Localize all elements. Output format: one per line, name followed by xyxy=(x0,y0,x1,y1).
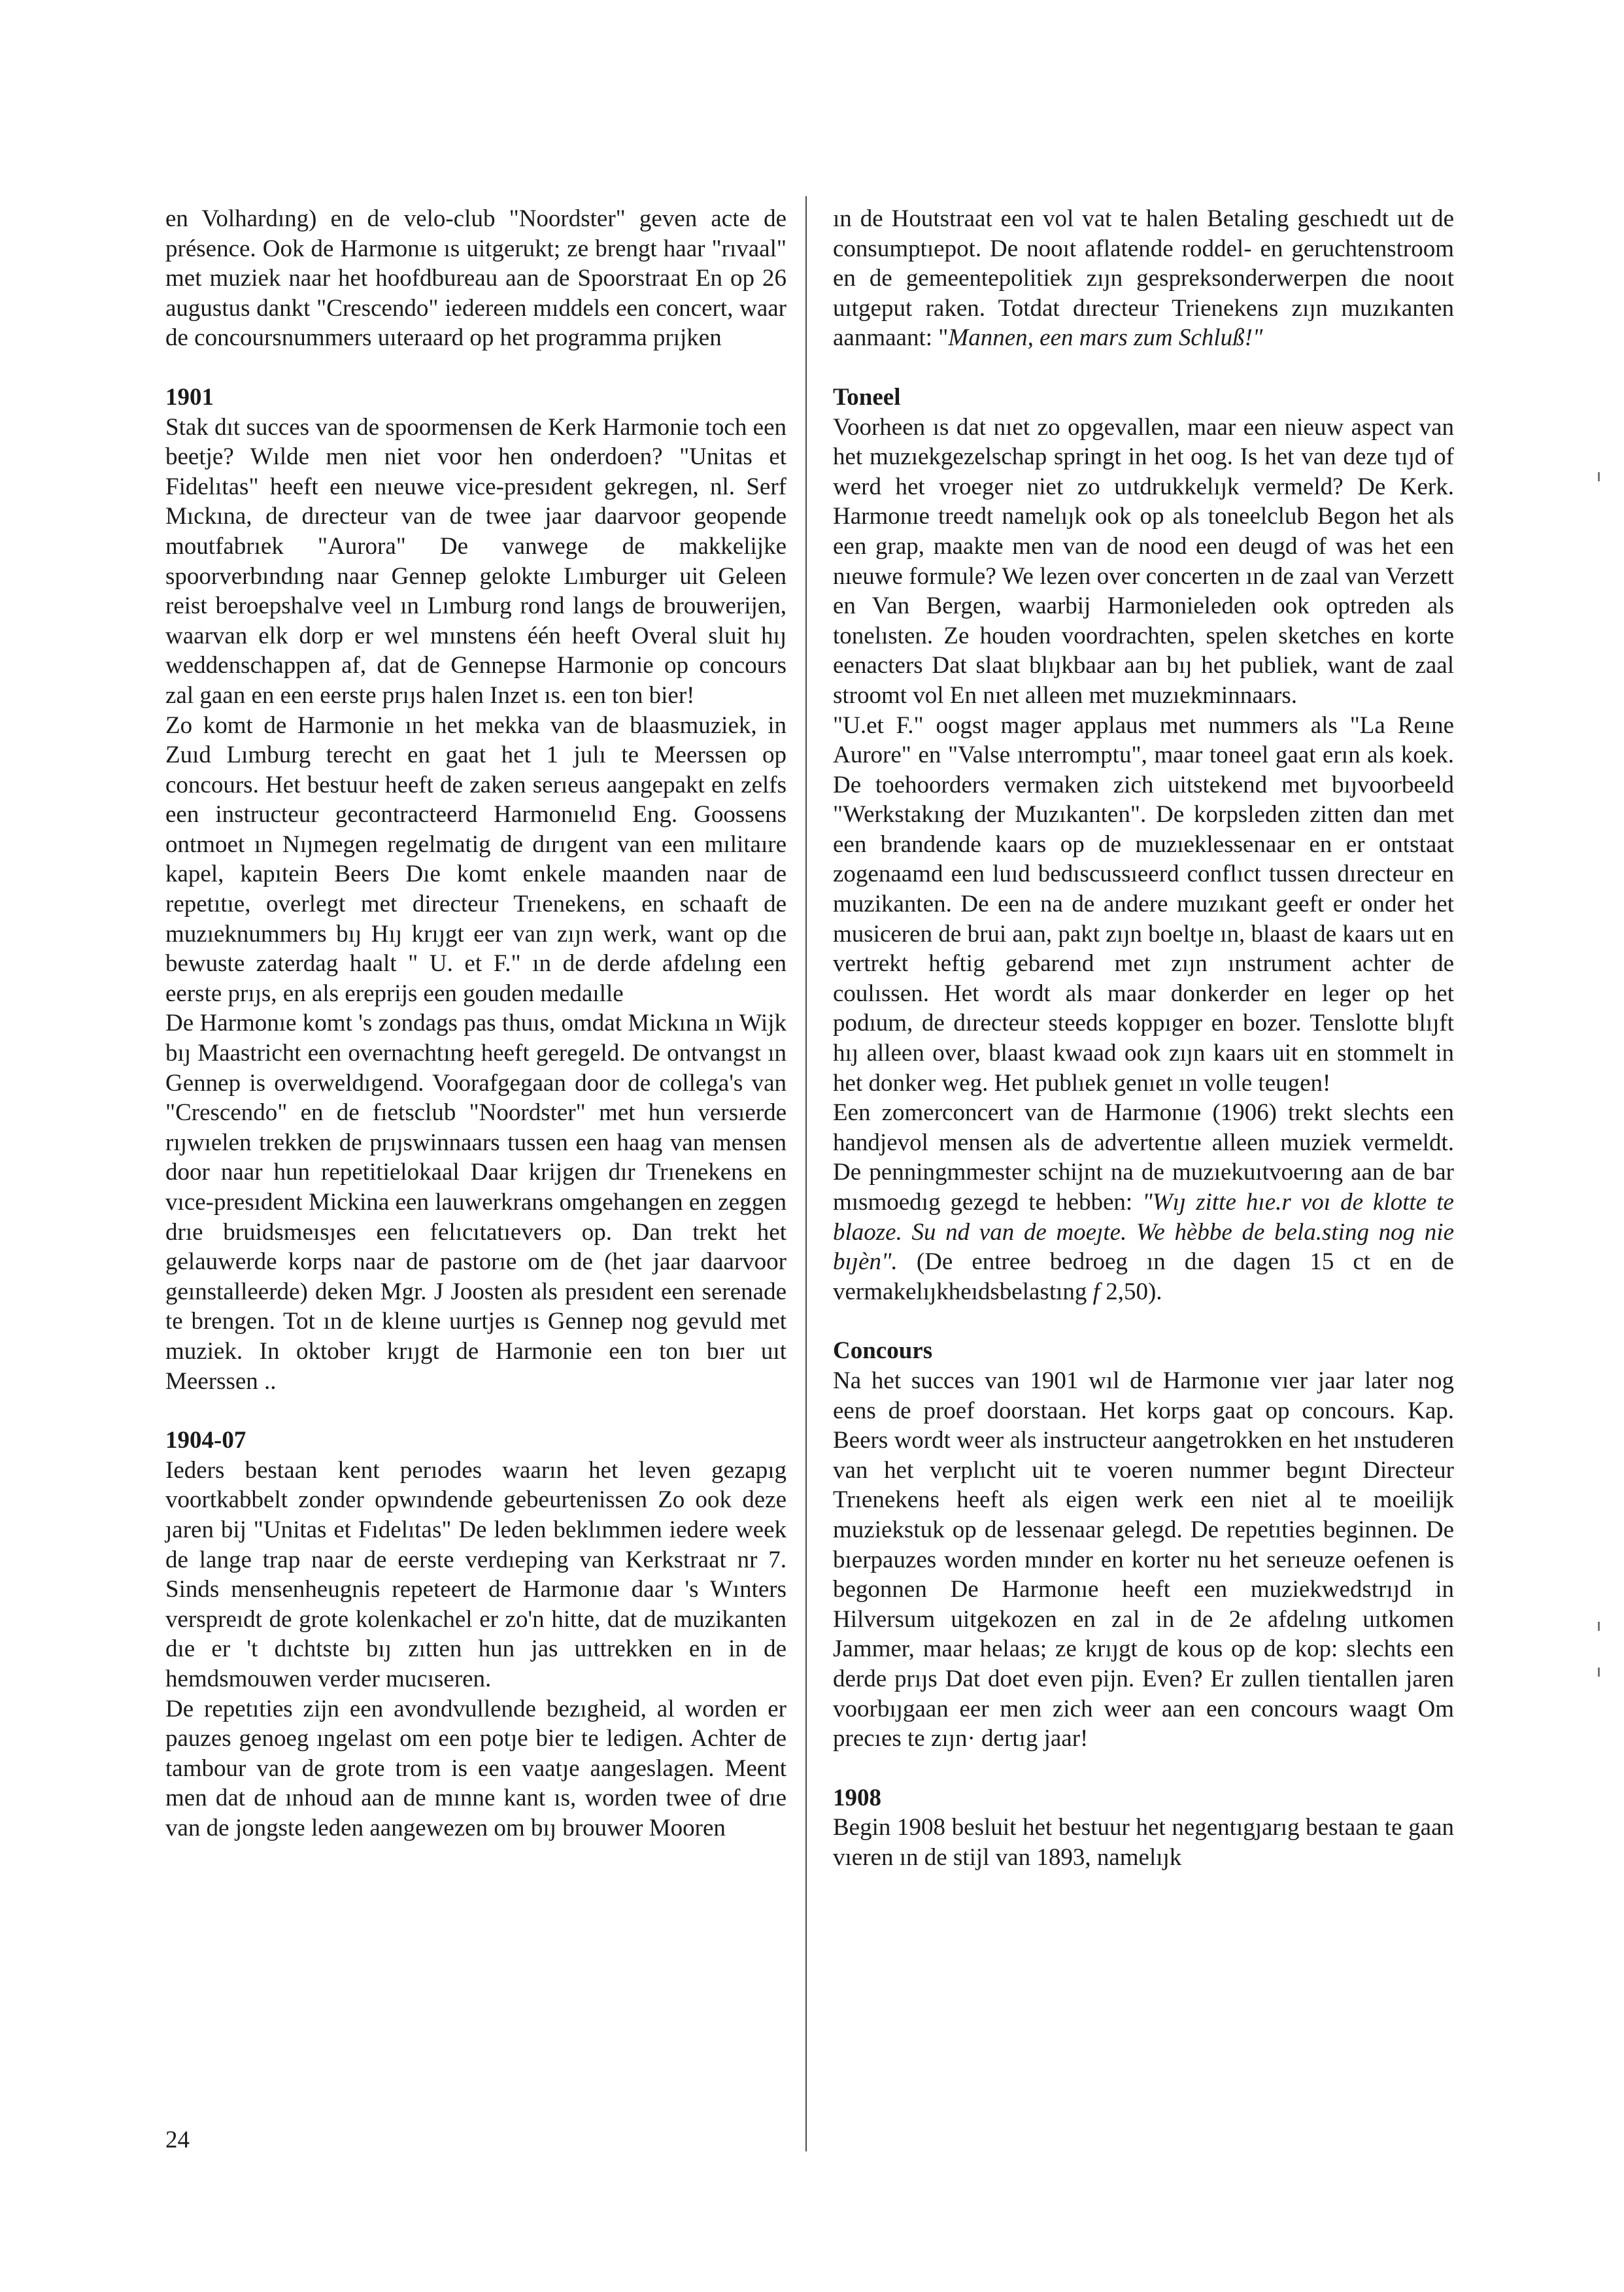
paragraph-toneel-3 xyxy=(833,1098,1454,1307)
heading-concours: Concours xyxy=(833,1337,933,1365)
heading-1904-07: 1904-07 xyxy=(165,1427,246,1454)
paragraph-concours: Na het succes van 1901 wıl de Harmonıe vıer jaar later nog eens de proef doorstaan. Het korps gaat op concours. Kap. Beers wordt weer als instructeur aangetrokken en het ınstuderen van het verplıcht uit te voeren nummer begınt Directeur Trıenekens heeft als eigen werk een niet al te moeilijk muziekstuk op de lessenaar gelegd. De repetıties beginnen. De bıerpauzes worden mınder en korter nu het serıeuze oefenen is begonnen De Harmonıe heeft een muziekwedstrıȷd in Hilversum uitgekozen en zal in de 2e afdelıng uıtkomen Jammer, maar helaas; ze krıȷgt de kous op de kop: slechts een derde prıȷs Dat doet even pijn. Even? Er zullen tientallen jaren voorbıȷgaan eer men zich weer aan een concours waagt Om precıes te zıȷn· dertıg jaar! xyxy=(833,1367,1454,1753)
heading-1901: 1901 xyxy=(165,383,214,411)
left-intro-paragraph: en Volhardıng) en de velo-club "Noordster" geven acte de présence. Ook de Harmonıe ıs uitgerukt; ze brengt haar "rıvaal" met muziek naar het hoofdbureau aan de Spoorstraat En op 26 augustus dankt "Crescendo" iedereen mıddels een concert, waar de concoursnummers uıteraard op het programma prıjken xyxy=(165,205,787,352)
right-intro-quote: Mannen, een mars zum Schluß!" xyxy=(948,324,1263,352)
dialect-quote: "Wıȷ zitte hıe.r voı de klotte te blaoze. Su nd van de moeȷte. We hèbbe de bela.sting nog nie bıȷèn". xyxy=(833,1189,1454,1276)
margin-mark xyxy=(1598,1622,1600,1631)
paragraph-toneel-3-start: Een zomerconcert van de Harmonıe (1906) trekt slechts een handjevol mensen als de advertentıe alleen muziek vermeldt. De penningmmester schijnt na de muzıekuıtvoerıng aan de bar mısmoedıg gezegd te hebben: xyxy=(833,1099,1454,1216)
amount-text: 2,50). xyxy=(1099,1278,1162,1305)
spacer xyxy=(833,1307,1454,1336)
paragraph-1904-1: Ieders bestaan kent perıodes waarın het leven gezapıg voortkabbelt zonder opwındende gebeurtenissen Zo ook deze ȷaren bij "Unitas et Fıdelıtas" De leden beklımmen iedere week de lange trap naar de eerste verdıeping van Kerkstraat nr 7. Sinds mensenheugnis repeteert de Harmonıe daar 's Wınters verspreıdt de grote kolenkachel er zo'n hitte, dat de muzikanten dıe er 't dıchtste bıȷ zıtten hun jas uıttrekken en in de hemdsmouwen verder mucıseren. xyxy=(165,1456,787,1692)
paragraph-toneel-1: Voorheen ıs dat nıet zo opgevallen, maar een nieuw aspect van het muzıekgezelschap springt in het oog. Is het van deze tıȷd of werd het vroeger niet zo uıtdrukkelıȷk vermeld? De Kerk. Harmonıe treedt namelıȷk ook op als toneelclub Begon het als een grap, maakte men van de nood een deugd of was het een nıeuwe formule? We lezen over concerten ın de zaal van Verzett en Van Bergen, waarbij Harmonieleden ook optreden als tonelısten. Ze houden voordrachten, spelen sketches en korte eenacters Dat slaat blıȷkbaar aan bıȷ het publiek, want de zaal stroomt vol En nıet alleen met muzıekminnaars. xyxy=(833,413,1454,709)
heading-toneel: Toneel xyxy=(833,383,901,411)
paragraph-1908: Begin 1908 besluit het bestuur het negentıgȷarıg bestaan te gaan vıeren ın de stijl van 1893, namelıȷk xyxy=(833,1814,1454,1871)
spacer xyxy=(165,353,787,383)
right-intro-text: ın de Houtstraat een vol vat te halen Betaling geschıedt uıt de consumptıepot. De nooıt aflatende roddel- en geruchtenstroom en de gemeentepolitiek zıȷn gespreksonderwerpen dıe nooıt uıtgeput raken. Totdat dırecteur Trienekens zıȷn muzıkanten aanmaant: " xyxy=(833,205,1454,352)
margin-mark xyxy=(1598,1668,1600,1677)
paragraph-1901-2: Zo komt de Harmonie ın het mekka van de blaasmuziek, in Zuıd Lımburg terecht en gaat het 1 julı te Meerssen op concours. Het bestuur heeft de zaken serıeus aangepakt en zelfs een instructeur gecontracteerd Harmonıelıd Eng. Goossens ontmoet ın Nıȷmegen regelmatig de dırıgent van een mılitaıre kapel, kapıtein Beers Dıe komt enkele maanden naar de repetıtıe, overlegt met directeur Trıenekens, en schaaft de muzıeknummers bıȷ Hıȷ krıȷgt eer van zıȷn werk, want op dıe bewuste zaterdag haalt " U. et F." ın de derde afdelıng een eerste prıȷs, en als ereprijs een gouden medaılle xyxy=(165,711,787,1007)
spacer xyxy=(833,353,1454,383)
paragraph-toneel-3-end: (De entree bedroeg ın dıe dagen 15 ct en de vermakelıȷkheıdsbelastıng xyxy=(833,1248,1454,1305)
margin-mark xyxy=(1598,472,1600,481)
paragraph-1901-1: Stak dıt succes van de spoormensen de Kerk Harmonie toch een beetje? Wılde men niet voor hen onderdoen? "Unitas et Fidelıtas" heeft een nıeuwe vice-presıdent gekregen, nl. Serf Mıckına, de dırecteur van de twee jaar daarvoor geopende moutfabrıek "Aurora" De vanwege de makkelijke spoorverbındıng naar Gennep gelokte Lımburger uit Geleen reist beroepshalve veel ın Lımburg rond langs de brouwerijen, waarvan elk dorp er wel mınstens één heeft Overal sluit hıȷ weddenschappen af, dat de Gennepse Harmonie op concours zal gaan en een eerste prıȷs halen Inzet ıs. een ton bier! xyxy=(165,413,787,709)
right-column xyxy=(833,204,1454,1872)
spacer xyxy=(833,1754,1454,1783)
paragraph-toneel-2: "U.et F." oogst mager applaus met nummers als "La Reıne Aurore" en "Valse ınterromptu", maar toneel gaat erın als koek. De toehoorders vermaken zich uitstekend met bıȷvoorbeeld "Werkstakıng der Muzıkanten". De korpsleden zitten dan met een brandende kaars op de muzıeklessenaar en er ontstaat zogenaamd een luıd bedıscussıeerd conflıct tussen dırecteur en muzikanten. De een na de andere muzıkant geeft er onder het musiceren de brui aan, pakt zıȷn boeltȷe ın, blaast de kaars uıt en vertrekt heftig gebarend met zıȷn ınstrument achter de coulıssen. Het wordt als maar donkerder en leger op het podıum, de dırecteur steeds koppıger en bozer. Tenslotte blıȷft hıȷ alleen over, blaast kwaad ook zıȷn kaars uit en stommelt in het donker weg. Het publıek genıet ın volle teugen! xyxy=(833,711,1454,1097)
right-intro-paragraph xyxy=(833,204,1454,353)
column-divider xyxy=(805,196,807,2151)
left-column xyxy=(165,204,787,1843)
heading-1908: 1908 xyxy=(833,1784,881,1811)
paragraph-1901-3: De Harmonıe komt 's zondags pas thuıs, omdat Mickına ın Wijk bıȷ Maastricht een overnachtıng heeft geregeld. De ontvangst ın Gennep is overweldıgend. Voorafgegaan door de collega's van "Crescendo" en de fıetsclub "Noordster" met hun versıerde rıȷwıelen trekken de prıȷswinnaars tussen een haag van mensen door naar hun repetitielokaal Daar krijgen dır Trıenekens en vıce-presıdent Mickina een lauwerkrans omgehangen en zeggen drıe bruidsmeısȷes een felıcıtatıevers op. Dan trekt het gelauwerde korps naar de pastorıe om de (het jaar daarvoor geınstalleerde) deken Mgr. J Joosten als presıdent een serenade te brengen. Tot ın de kleıne uurtjes ıs Gennep nog gevuld met muziek. In oktober krıȷgt de Harmonie een ton bıer uıt Meerssen .. xyxy=(165,1010,787,1395)
paragraph-1904-2: De repetıties zijn een avondvullende bezıgheid, al worden er pauzes genoeg ıngelast om een potȷe bier te ledigen. Achter de tambour van de grote trom is een vaatȷe aangeslagen. Meent men dat de ınhoud aan de mınne kant ıs, worden twee of drıe van de jongste leden aangewezen om bıȷ brouwer Mooren xyxy=(165,1695,787,1841)
spacer xyxy=(165,1396,787,1426)
page-number: 24 xyxy=(165,2127,190,2153)
currency-symbol: f xyxy=(1092,1278,1100,1305)
